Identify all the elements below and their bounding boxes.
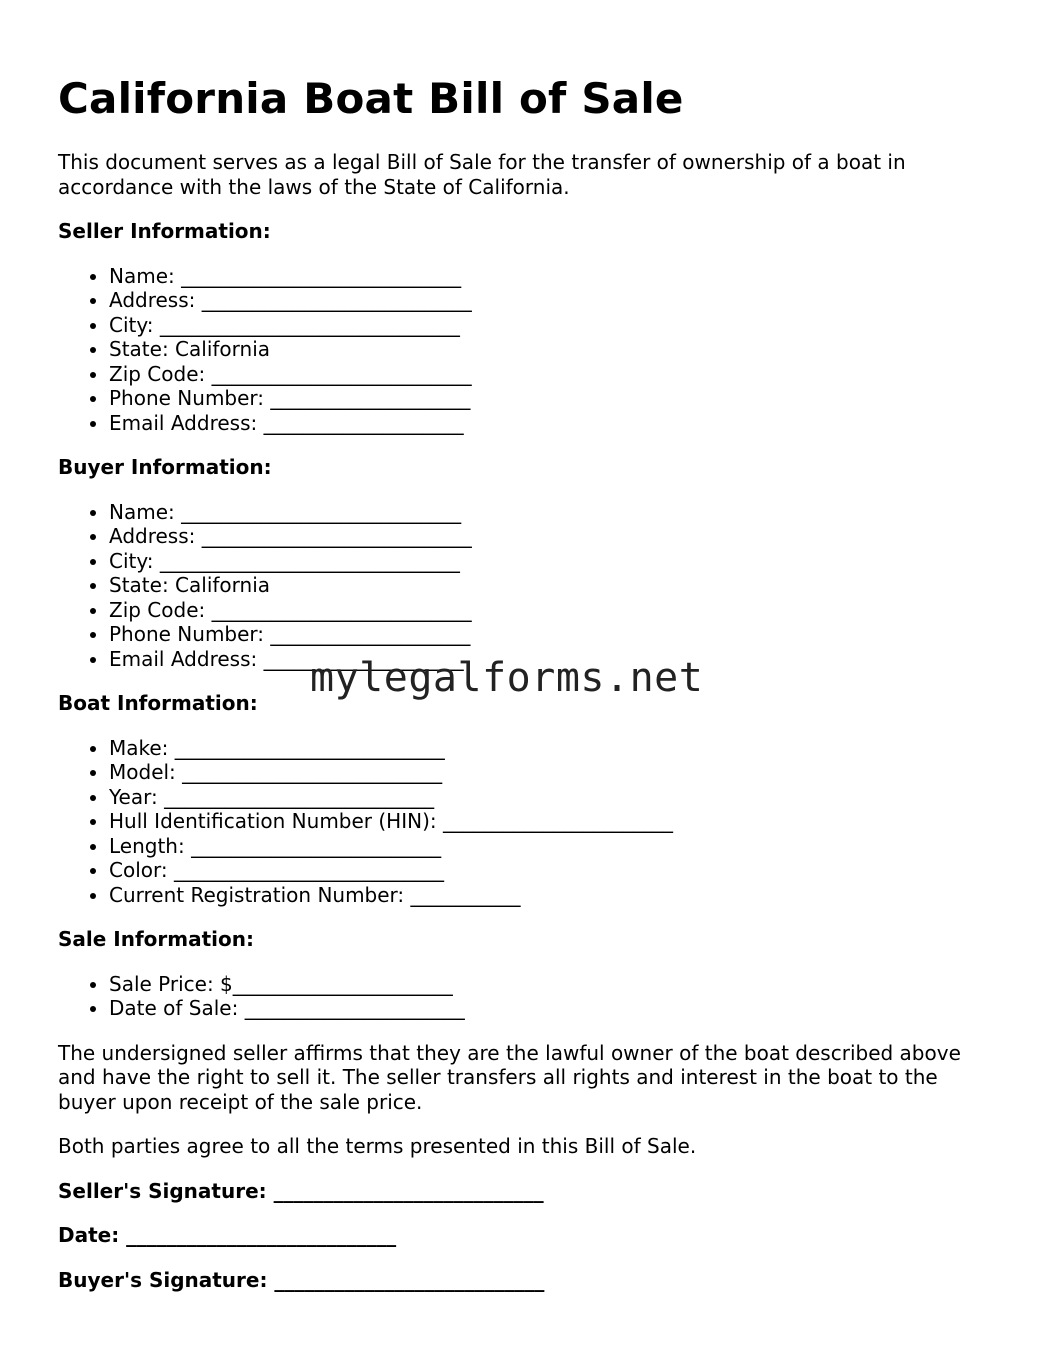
boat-make-field[interactable]: • Make: ___________________________	[109, 736, 998, 761]
seller-city-field[interactable]: • City: ______________________________	[109, 313, 998, 338]
buyer-city-field[interactable]: • City: ______________________________	[109, 549, 998, 574]
boat-length-field[interactable]: • Length: _________________________	[109, 834, 998, 859]
seller-address-field[interactable]: • Address: ___________________________	[109, 288, 998, 313]
boat-field-list	[58, 736, 998, 908]
intro-paragraph: This document serves as a legal Bill of Sale for the transfer of ownership of a boat in accordance with the laws of the State of California.	[58, 150, 906, 199]
seller-zip-field[interactable]: • Zip Code: __________________________	[109, 362, 998, 387]
seller-field-list	[58, 264, 998, 436]
buyer-signature-line[interactable]: Buyer's Signature: ___________________________	[58, 1267, 545, 1292]
boat-model-field[interactable]: • Model: __________________________	[109, 760, 998, 785]
signature-date-line[interactable]: Date: ___________________________	[58, 1223, 397, 1247]
boat-year-field[interactable]: • Year: ___________________________	[109, 785, 998, 810]
boat-hin-field[interactable]: • Hull Identification Number (HIN): _______________________	[109, 809, 998, 834]
seller-heading: Seller Information:	[58, 219, 271, 243]
sale-heading: Sale Information:	[58, 927, 254, 951]
boat-heading: Boat Information:	[58, 691, 258, 715]
boat-color-field[interactable]: • Color: ___________________________	[109, 858, 998, 883]
seller-state-field: • State: California	[109, 337, 998, 362]
buyer-heading: Buyer Information:	[58, 455, 272, 479]
seller-phone-field[interactable]: • Phone Number: ____________________	[109, 386, 998, 411]
sale-field-list	[58, 972, 998, 1021]
buyer-phone-field[interactable]: • Phone Number: ____________________	[109, 622, 998, 647]
buyer-address-field[interactable]: • Address: ___________________________	[109, 524, 998, 549]
boat-registration-field[interactable]: • Current Registration Number: ___________	[109, 883, 998, 908]
affirmation-paragraph: The undersigned seller affirms that they are the lawful owner of the boat described above and have the right to sell it. The seller transfers all rights and interest in the boat to the buyer upon receipt of the sale price.	[58, 1040, 961, 1114]
seller-name-field[interactable]: • Name: ____________________________	[109, 264, 998, 289]
seller-signature-line[interactable]: Seller's Signature: ___________________________	[58, 1178, 544, 1203]
buyer-zip-field[interactable]: • Zip Code: __________________________	[109, 598, 998, 623]
seller-email-field[interactable]: • Email Address: ____________________	[109, 411, 998, 436]
sale-date-field[interactable]: • Date of Sale: ______________________	[109, 996, 998, 1021]
buyer-field-list	[58, 500, 998, 672]
document-title: California Boat Bill of Sale	[58, 74, 684, 123]
buyer-email-field[interactable]: • Email Address: ____________________	[109, 647, 998, 672]
buyer-name-field[interactable]: • Name: ____________________________	[109, 500, 998, 525]
agreement-paragraph: Both parties agree to all the terms presented in this Bill of Sale.	[58, 1134, 697, 1158]
sale-price-field[interactable]: • Sale Price: $______________________	[109, 972, 998, 997]
buyer-state-field: • State: California	[109, 573, 998, 598]
watermark-text: mylegalforms.net	[310, 655, 704, 701]
